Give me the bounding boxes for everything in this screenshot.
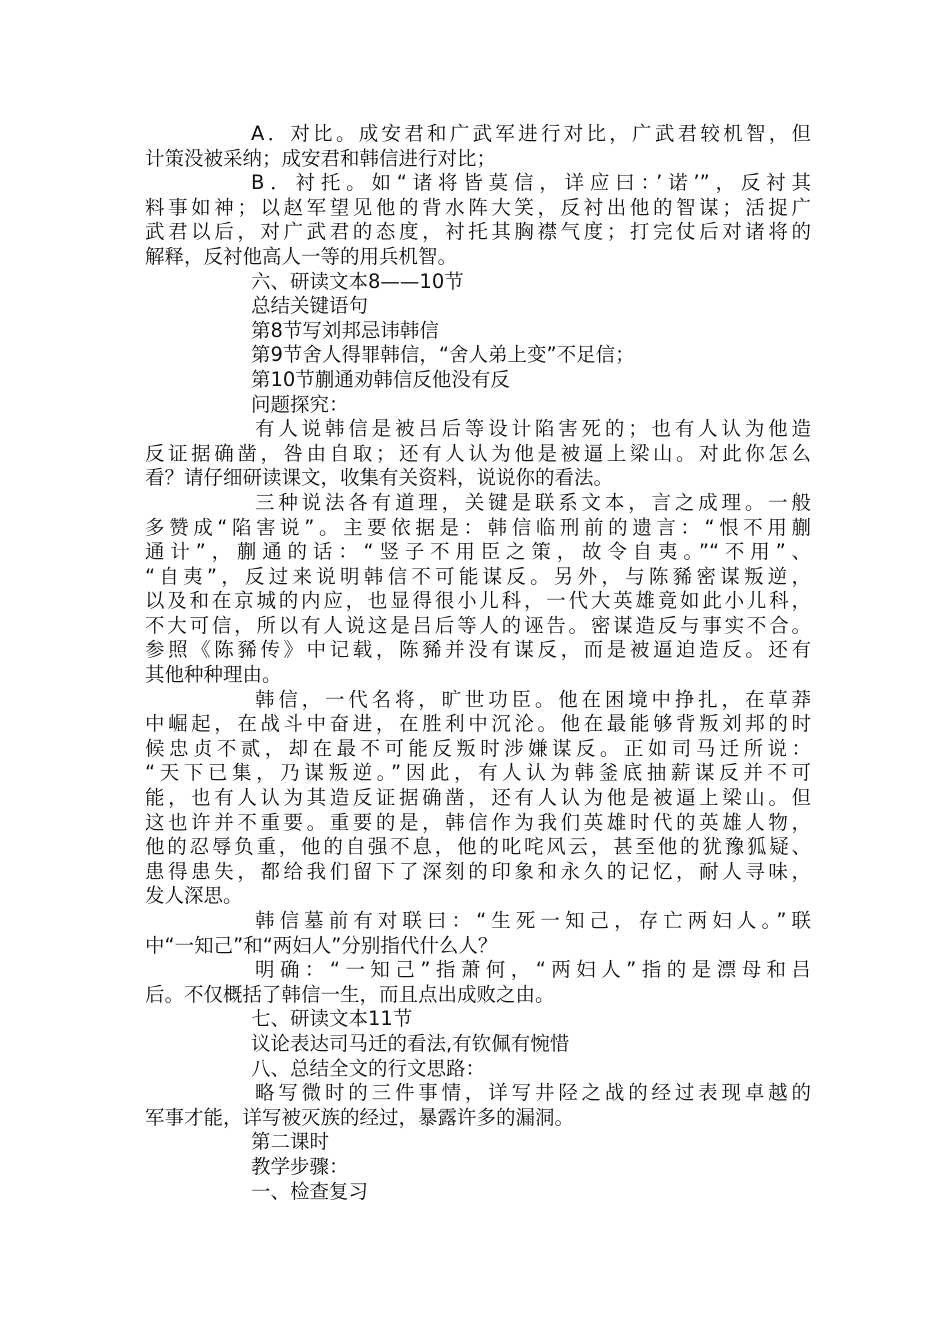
text-line: 多赞成“陷害说”。主要依据是：韩信临刑前的遗言：“恨不用蒯 <box>145 515 811 539</box>
text-line: B．衬托。如“诸将皆莫信，详应曰：’诺’”，反衬其 <box>251 171 811 195</box>
text-line: 他的忍辱负重，他的自强不息，他的叱咤风云，甚至他的犹豫狐疑、 <box>145 835 811 859</box>
text-line: 韩信墓前有对联曰：“生死一知己，存亡两妇人。”联 <box>255 909 811 932</box>
section-heading: 六、研读文本8——10节 <box>251 269 464 293</box>
text-line: 反证据确凿，咎由自取；还有人认为他是被逼上梁山。对此你怎么 <box>145 441 811 465</box>
text-line: 议论表达司马迁的看法,有钦佩有惋惜 <box>251 1031 570 1055</box>
text-line: 后。不仅概括了韩信一生，而且点出成败之由。 <box>145 982 555 1006</box>
document-body <box>145 122 811 1204</box>
text-line: 有人说韩信是被吕后等设计陷害死的；也有人认为他造 <box>255 417 811 441</box>
text-line: 患得患失，都给我们留下了深刻的印象和永久的记忆，耐人寻味， <box>145 859 811 883</box>
text-line: 第8节写刘邦忌讳韩信 <box>251 318 439 342</box>
text-line: 略写微时的三件事情，详写井陉之战的经过表现卓越的 <box>255 1081 811 1105</box>
section-heading: 一、检查复习 <box>251 1179 369 1203</box>
text-line: 候忠贞不贰，却在最不可能反叛时涉嫌谋反。正如司马迁所说： <box>145 736 811 760</box>
section-heading: 七、研读文本11节 <box>251 1007 413 1031</box>
section-heading: 第二课时 <box>251 1130 330 1154</box>
text-line: 参照《陈豨传》中记载，陈豨并没有谋反，而是被逼迫造反。还有 <box>145 638 811 662</box>
text-line: 总结关键语句 <box>251 294 369 318</box>
text-line: 韩信，一代名将，旷世功臣。他在困境中挣扎，在草莽 <box>255 687 811 711</box>
text-line: 武君以后，对广武君的态度，衬托其胸襟气度；打完仗后对诸将的 <box>145 220 811 244</box>
text-line: 计策没被采纳；成安君和韩信进行对比； <box>145 146 497 170</box>
text-line: 通计”，蒯通的话：“竖子不用臣之策，故令自夷。”“不用”、 <box>145 540 811 564</box>
text-line: 第9节舍人得罪韩信，“舍人弟上变”不足信； <box>251 343 635 367</box>
text-line: 教学步骤： <box>251 1154 349 1178</box>
text-line: 三种说法各有道理，关键是联系文本，言之成理。一般 <box>255 490 811 514</box>
text-line: 发人深思。 <box>145 884 243 908</box>
text-line: 其他种种理由。 <box>145 663 282 687</box>
text-line: 第10节蒯通劝韩信反他没有反 <box>251 367 510 391</box>
text-line: 这也许并不重要。重要的是，韩信作为我们英雄时代的英雄人物， <box>145 810 811 834</box>
text-line: 解释，反衬他高人一等的用兵机智。 <box>145 244 458 268</box>
text-line: 不大可信，所以有人说这是吕后等人的诬告。密谋造反与事实不合。 <box>145 613 811 637</box>
section-heading: 八、总结全文的行文思路： <box>251 1056 486 1080</box>
text-line: “自夷”，反过来说明韩信不可能谋反。另外，与陈豨密谋叛逆， <box>145 564 811 588</box>
text-line: 明确：“一知己”指萧何，“两妇人”指的是漂母和吕 <box>255 958 811 982</box>
text-line: 问题探究： <box>251 392 349 416</box>
text-line: 中“一知己”和“两妇人”分别指代什么人？ <box>145 933 498 957</box>
text-line: 能，也有人认为其造反证据确凿，还有人认为他是被逼上梁山。但 <box>145 786 811 810</box>
text-line: 看？请仔细研读课文，收集有关资料，说说你的看法。 <box>145 466 614 490</box>
text-line: 军事才能，详写被灭族的经过，暴露许多的漏洞。 <box>145 1105 575 1129</box>
text-line: A．对比。成安君和广武军进行对比，广武君较机智，但 <box>251 122 811 145</box>
text-line: 以及和在京城的内应，也显得很小儿科，一代大英雄竟如此小儿科， <box>145 589 811 613</box>
text-line: 中崛起，在战斗中奋进，在胜利中沉沦。他在最能够背叛刘邦的时 <box>145 712 811 736</box>
text-line: “天下已集，乃谋叛逆。”因此，有人认为韩釜底抽薪谋反并不可 <box>145 761 811 785</box>
text-line: 料事如神；以赵军望见他的背水阵大笑，反衬出他的智谋；活捉广 <box>145 195 811 219</box>
